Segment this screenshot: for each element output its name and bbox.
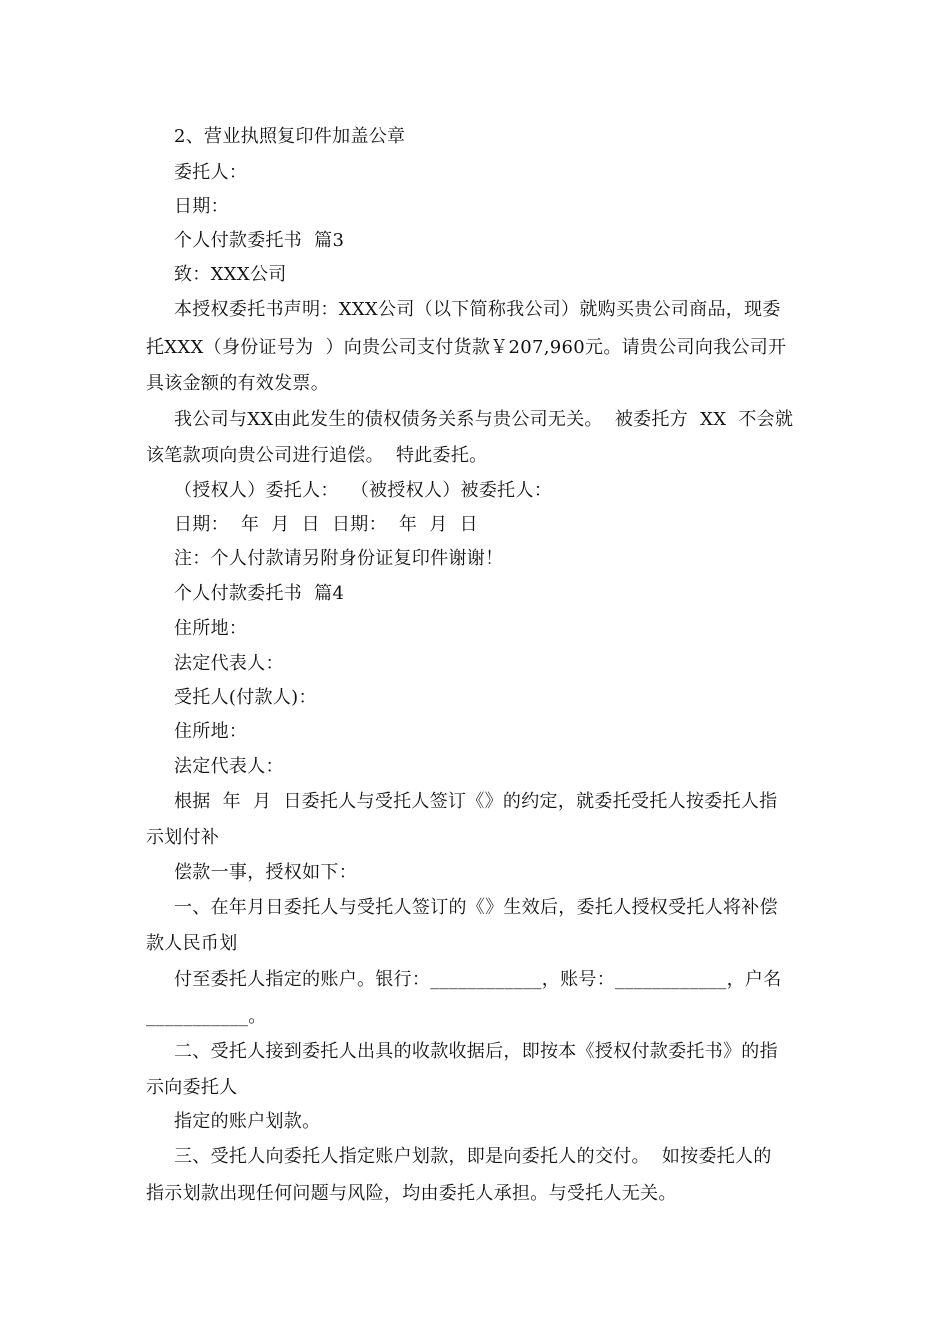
text-line: （授权人）委托人： （被授权人）被委托人：: [174, 480, 553, 501]
text-line: 致：XXX公司: [174, 264, 287, 285]
text-line: 法定代表人：: [174, 653, 284, 674]
text-line: 住所地：: [174, 618, 248, 639]
paragraph-line: ___________。: [146, 1006, 267, 1027]
paragraph-line: 示向委托人: [146, 1077, 238, 1098]
paragraph-line: 示划付补: [146, 827, 220, 848]
paragraph-line: 本授权委托书声明：XXX公司（以下简称我公司）就购买贵公司商品，现委: [174, 299, 781, 320]
paragraph-line: 二、受托人接到委托人出具的收款收据后，即按本《授权付款委托书》的指: [174, 1041, 778, 1062]
paragraph-line: 款人民币划: [146, 933, 238, 954]
paragraph-line: 托XXX（身份证号为 ）向贵公司支付货款￥207,960元。请贵公司向我公司开: [146, 337, 787, 358]
paragraph-line: 付至委托人指定的账户。银行：____________，账号：____________，户名: [174, 969, 782, 990]
paragraph-line: 我公司与XX由此发生的债权债务关系与贵公司无关。 被委托方 XX 不会就: [174, 409, 794, 430]
paragraph-line: 具该金额的有效发票。: [146, 373, 329, 394]
paragraph-line: 该笔款项向贵公司进行追偿。 特此委托。: [146, 445, 488, 466]
text-line: 日期： 年 月 日 日期： 年 月 日: [174, 514, 478, 535]
paragraph-line: 一、在年月日委托人与受托人签订的《》生效后，委托人授权受托人将补偿: [174, 897, 778, 918]
paragraph-line: 三、受托人向委托人指定账户划款，即是向委托人的交付。 如按委托人的: [174, 1146, 772, 1167]
paragraph-line: 指定的账户划款。: [174, 1111, 321, 1132]
text-line: 受托人(付款人)：: [174, 687, 317, 708]
paragraph-line: 根据 年 月 日委托人与受托人签订《》的约定，就委托受托人按委托人指: [174, 791, 778, 812]
text-line: 法定代表人：: [174, 756, 284, 777]
paragraph-line: 指示划款出现任何问题与风险，均由委托人承担。与受托人无关。: [146, 1183, 677, 1204]
text-line: 住所地：: [174, 721, 248, 742]
text-line: 委托人：: [174, 162, 248, 183]
text-line: 日期：: [174, 196, 229, 217]
text-line: 注：个人付款请另附身份证复印件谢谢！: [174, 548, 504, 569]
text-line: 偿款一事，授权如下：: [174, 862, 357, 883]
section-heading: 个人付款委托书 篇3: [174, 230, 345, 251]
text-line: 2、营业执照复印件加盖公章: [174, 126, 406, 147]
section-heading: 个人付款委托书 篇4: [174, 583, 345, 604]
